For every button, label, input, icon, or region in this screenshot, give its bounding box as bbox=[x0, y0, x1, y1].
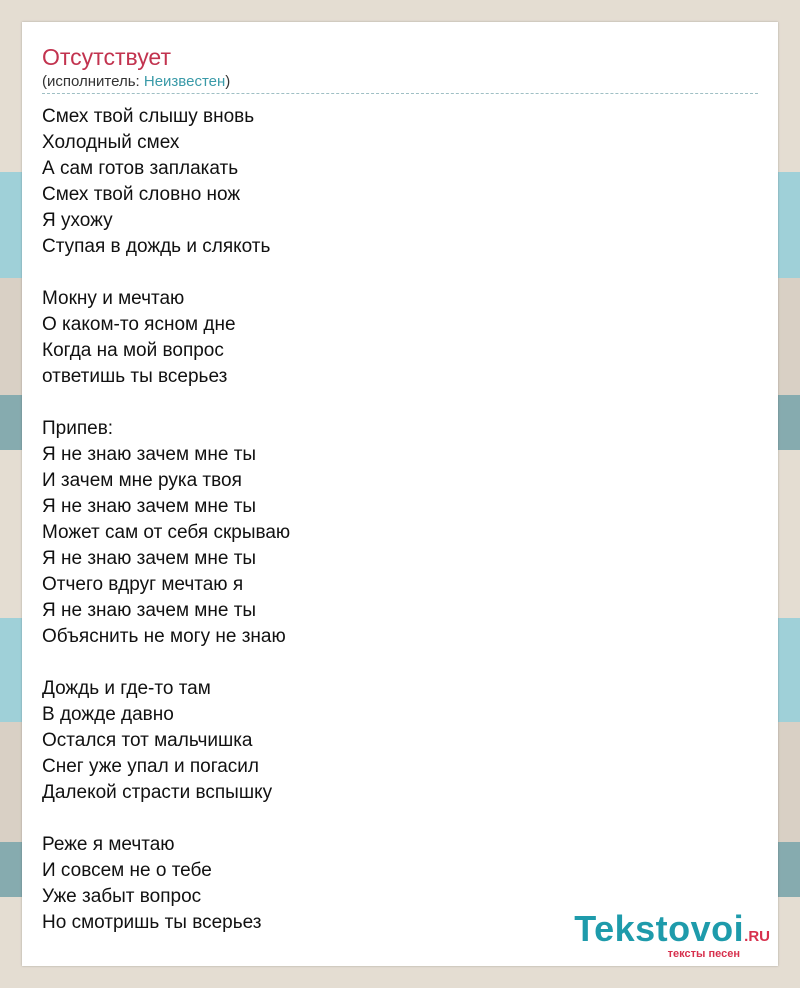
artist-prefix: (исполнитель: bbox=[42, 73, 144, 90]
lyric-line: Может сам от себя скрываю bbox=[42, 522, 291, 543]
lyric-line: Смех твой словно нож bbox=[42, 184, 241, 205]
lyric-line: Ступая в дождь и слякоть bbox=[42, 236, 271, 257]
stanza-4 bbox=[42, 676, 290, 806]
lyric-line: Смех твой слышу вновь bbox=[42, 106, 255, 127]
logo-wordmark bbox=[574, 910, 770, 948]
artist-suffix: ) bbox=[225, 73, 231, 90]
lyric-line: Объяснить не могу не знаю bbox=[42, 626, 286, 647]
chorus-label: Припев: bbox=[42, 418, 114, 439]
lyric-line: Снег уже упал и погасил bbox=[42, 756, 260, 777]
stanza-chorus bbox=[42, 416, 290, 650]
stanza-5 bbox=[42, 832, 290, 936]
lyric-line: А сам готов заплакать bbox=[42, 158, 239, 179]
site-logo[interactable] bbox=[574, 910, 770, 960]
lyric-line: Дождь и где-то там bbox=[42, 678, 211, 699]
lyric-line: В дожде давно bbox=[42, 704, 174, 725]
divider bbox=[42, 93, 758, 94]
lyric-line: И совсем не о тебе bbox=[42, 860, 212, 881]
lyric-line: Я не знаю зачем мне ты bbox=[42, 496, 257, 517]
artist-link[interactable]: Неизвестен bbox=[143, 73, 226, 90]
lyric-line: Я не знаю зачем мне ты bbox=[42, 444, 257, 465]
lyric-line: Остался тот мальчишка bbox=[42, 730, 253, 751]
logo-tld: .RU bbox=[744, 928, 770, 945]
artist-line bbox=[42, 73, 230, 91]
lyric-line: Уже забыт вопрос bbox=[42, 886, 202, 907]
lyric-line: И зачем мне рука твоя bbox=[42, 470, 242, 491]
lyric-line: Далекой страсти вспышку bbox=[42, 782, 273, 803]
stanza-2 bbox=[42, 286, 290, 390]
lyric-line: Когда на мой вопрос bbox=[42, 340, 224, 361]
lyric-line: ответишь ты всерьез bbox=[42, 366, 228, 387]
logo-subtitle: тексты песен bbox=[667, 948, 740, 960]
lyric-line: Я не знаю зачем мне ты bbox=[42, 600, 257, 621]
lyric-line: Я ухожу bbox=[42, 210, 113, 231]
lyric-line: О каком-то ясном дне bbox=[42, 314, 236, 335]
lyric-line: Я не знаю зачем мне ты bbox=[42, 548, 257, 569]
logo-main: Tekstovoi bbox=[574, 908, 745, 949]
song-title: Отсутствует bbox=[42, 44, 171, 70]
lyrics-card bbox=[22, 22, 778, 966]
lyrics-text bbox=[42, 104, 290, 962]
lyric-line: Реже я мечтаю bbox=[42, 834, 175, 855]
stanza-1 bbox=[42, 104, 290, 260]
lyric-line: Отчего вдруг мечтаю я bbox=[42, 574, 244, 595]
lyric-line: Холодный смех bbox=[42, 132, 180, 153]
lyric-line: Мокну и мечтаю bbox=[42, 288, 185, 309]
lyric-line: Но смотришь ты всерьез bbox=[42, 912, 262, 933]
